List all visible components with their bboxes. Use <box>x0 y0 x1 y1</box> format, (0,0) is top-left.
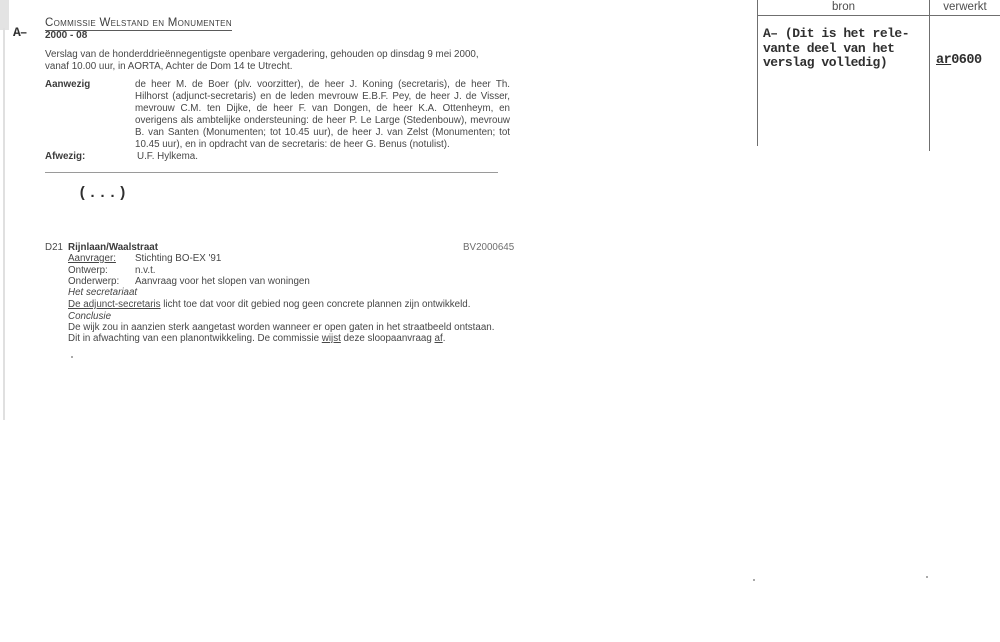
scan-speck <box>71 356 73 358</box>
scan-edge-line <box>3 28 5 420</box>
meeting-intro-paragraph: Verslag van de honderddrieënnegentigste openbare vergadering, gehouden op dinsdag 9 mei 2000, vanaf 10.00 uur, in AORTA, Achter de Dom 14 te Utrecht. <box>45 49 479 72</box>
absent-label: Afwezig: <box>45 151 86 162</box>
case-header <box>45 242 513 253</box>
present-names: de heer M. de Boer (plv. voorzitter), de heer J. Koning (secretaris), de heer Th. Hilhorst (adjunct-secretaris) en de leden mevrouw E.B.F. Pey, de heer J. de Visser, mevrouw C.M. ten Dijke, de heer F. van Dongen, de heer K.A. Ottenheym, en overigens als ambtelijke ondersteuning: de heer P. Le Large (Stedenbouw), mevrouw B. van Santen (Monumenten; tot 10.45 uur), de heer J. van Zelst (Monumenten; tot 10.45 uur), en in opdracht van de secretaris: de heer G. Benus (notulist). <box>135 79 510 150</box>
note-line: vante deel van het <box>763 40 895 56</box>
routing-table-header-rule <box>757 15 1000 16</box>
secretariat-subject: De adjunct-secretaris <box>68 299 161 310</box>
attendance-absent-row <box>45 151 513 162</box>
routing-table-column-divider <box>929 0 930 151</box>
routing-table-source-note <box>763 27 933 71</box>
attendance-present-row <box>45 79 513 150</box>
secretariat-statement-rest: licht toe dat voor dit gebied nog geen concrete plannen zijn ontwikkeld. <box>160 299 471 310</box>
processed-code-prefix: ar <box>936 53 952 68</box>
conclusion-text: Dit in afwachting van een planontwikkeling. De commissie <box>68 333 322 344</box>
secretariat-statement <box>68 299 538 310</box>
design-value: n.v.t. <box>135 265 156 276</box>
margin-annotation-mark: A– <box>13 25 27 40</box>
routing-table-source-header: bron <box>831 1 856 13</box>
subject-value: Aanvraag voor het slopen van woningen <box>135 276 310 287</box>
conclusion-heading: Conclusie <box>68 311 112 322</box>
case-field-row <box>68 265 508 276</box>
omitted-content-marker: (...) <box>78 185 129 202</box>
processed-code-rest: 0600 <box>951 53 982 68</box>
routing-table-processed-header: verwerkt <box>943 1 987 13</box>
subject-label: Onderwerp: <box>68 276 120 287</box>
scan-speck <box>753 579 755 581</box>
routing-table-left-border <box>757 0 758 146</box>
applicant-value: Stichting BO-EX '91 <box>135 253 222 264</box>
document-title: Commissie Welstand en Monumenten <box>45 17 232 29</box>
conclusion-text: . <box>442 333 446 344</box>
case-title: Rijnlaan/Waalstraat <box>68 242 159 253</box>
applicant-label: Aanvrager: <box>68 253 116 264</box>
scan-speck <box>926 576 928 578</box>
document-issue-number: 2000 - 08 <box>45 30 88 41</box>
case-number: D21 <box>45 242 63 253</box>
processed-code <box>936 53 982 68</box>
scan-edge-shadow <box>0 0 9 30</box>
case-field-row <box>68 276 508 287</box>
conclusion-emphasis-wijst: wijst <box>321 333 341 344</box>
conclusion-line-2 <box>68 333 546 344</box>
secretariat-heading: Het secretariaat <box>68 287 138 298</box>
case-field-row <box>68 253 508 264</box>
conclusion-text: deze sloopaanvraag <box>340 333 435 344</box>
note-line: verslag volledig) <box>763 55 888 70</box>
note-line: A– (Dit is het rele- <box>763 26 910 41</box>
conclusion-emphasis-af: af <box>434 333 443 344</box>
case-reference-code: BV2000645 <box>463 242 515 253</box>
present-label: Aanwezig <box>45 79 91 90</box>
absent-names: U.F. Hylkema. <box>137 151 198 162</box>
conclusion-line-1: De wijk zou in aanzien sterk aangetast worden wanneer er open gaten in het straatbeeld ontstaan. <box>68 322 495 333</box>
section-divider-line <box>45 172 498 173</box>
design-label: Ontwerp: <box>68 265 108 276</box>
